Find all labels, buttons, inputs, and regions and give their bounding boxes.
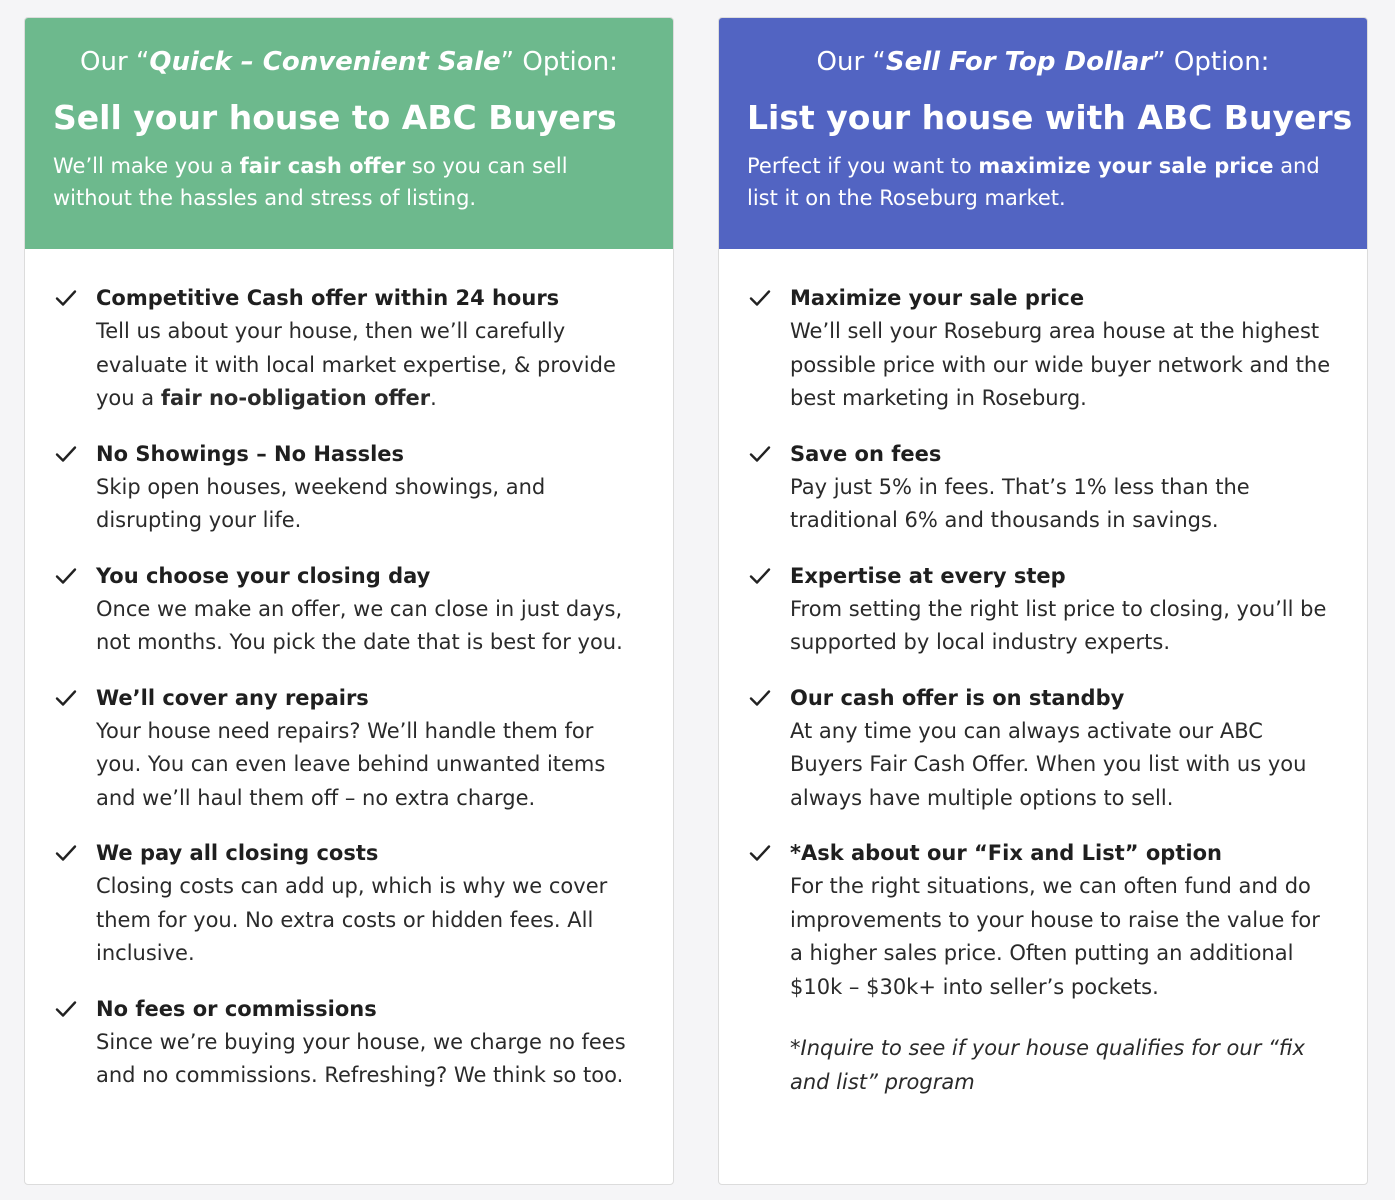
option-name: Sell For Top Dollar: [885, 47, 1153, 77]
feature-title: Maximize your sale price: [790, 286, 1085, 310]
check-icon: [55, 289, 77, 307]
option-name: Quick – Convenient Sale: [149, 47, 501, 77]
fix-and-list-note: *Inquire to see if your house qualifies for our “fix and list” program: [790, 1036, 1305, 1094]
feature-item: [747, 837, 1339, 1004]
feature-title: *Ask about our “Fix and List” option: [790, 841, 1222, 865]
feature-title: No Showings – No Hassles: [96, 441, 405, 466]
check-icon: [55, 844, 77, 862]
check-icon: [55, 567, 77, 585]
feature-description: Closing costs can add up, which is why we cover them for you. No extra costs or hidden fees. All inclusive.: [96, 874, 608, 965]
feature-description: Pay just 5% in fees. That’s 1% less than the traditional 6% and thousands in savings.: [790, 474, 1250, 532]
feature-item: [747, 560, 1339, 660]
feature-item: [53, 837, 645, 971]
feature-list: [719, 249, 1367, 1099]
feature-description: For the right situations, we can often fund and do improvements to your house to raise the value for a higher sales price. Often putting an additional $10k – $30k+ into seller’s pockets.: [790, 874, 1320, 999]
option-kicker: Our “Sell For Top Dollar” Option:: [816, 47, 1270, 77]
feature-description: Your house need repairs? We’ll handle them for you. You can even leave behind unwanted items and we’ll haul them off – no extra charge.: [96, 718, 606, 810]
card-subtext: Perfect if you want to maximize your sale price and list it on the Roseburg market.: [747, 154, 1320, 210]
feature-item: [747, 282, 1339, 416]
feature-title: No fees or commissions: [96, 996, 377, 1021]
feature-title: Save on fees: [790, 441, 942, 466]
feature-title: You choose your closing day: [96, 563, 431, 588]
feature-title: We pay all closing costs: [96, 841, 379, 865]
feature-description: Once we make an offer, we can close in just days, not months. You pick the date that is best for you.: [96, 596, 623, 654]
check-icon: [55, 445, 77, 463]
top-dollar-header: [719, 18, 1367, 249]
feature-title: We’ll cover any repairs: [96, 685, 369, 710]
feature-title: Our cash offer is on standby: [790, 685, 1125, 710]
feature-description: At any time you can always activate our ABC Buyers Fair Cash Offer. When you list with us you always have multiple options to sell.: [790, 718, 1307, 810]
check-icon: [749, 689, 771, 707]
feature-description: Tell us about your house, then we’ll carefully evaluate it with local market expertise, & provide you a fair no-obligation offer.: [96, 319, 616, 410]
card-headline: Sell your house to ABC Buyers: [53, 98, 617, 137]
feature-list: [25, 249, 673, 1093]
feature-item: [53, 282, 645, 416]
check-icon: [55, 689, 77, 707]
check-icon: [749, 844, 771, 862]
card-headline: List your house with ABC Buyers: [747, 98, 1353, 137]
feature-description: Since we’re buying your house, we charge no fees and no commissions. Refreshing? We think so too.: [96, 1029, 626, 1087]
check-icon: [749, 445, 771, 463]
feature-title: Competitive Cash offer within 24 hours: [96, 286, 560, 310]
card-subtext: We’ll make you a fair cash offer so you can sell without the hassles and stress of listing.: [53, 154, 568, 210]
check-icon: [749, 567, 771, 585]
feature-item: [747, 682, 1339, 816]
feature-item: [53, 682, 645, 816]
check-icon: [749, 289, 771, 307]
feature-description: From setting the right list price to closing, you’ll be supported by local industry experts.: [790, 596, 1327, 654]
option-kicker: Our “Quick – Convenient Sale” Option:: [80, 47, 618, 77]
feature-item: [53, 560, 645, 660]
feature-item: [53, 438, 645, 538]
feature-title: Expertise at every step: [790, 563, 1066, 588]
feature-item: [747, 438, 1339, 538]
top-dollar-card: [718, 17, 1368, 1185]
feature-description: We’ll sell your Roseburg area house at the highest possible price with our wide buyer network and the best marketing in Roseburg.: [790, 319, 1331, 410]
quick-sale-card: [24, 17, 674, 1185]
check-icon: [55, 1000, 77, 1018]
feature-item: [53, 993, 645, 1093]
feature-description: Skip open houses, weekend showings, and disrupting your life.: [96, 474, 546, 532]
quick-sale-header: [25, 18, 673, 249]
